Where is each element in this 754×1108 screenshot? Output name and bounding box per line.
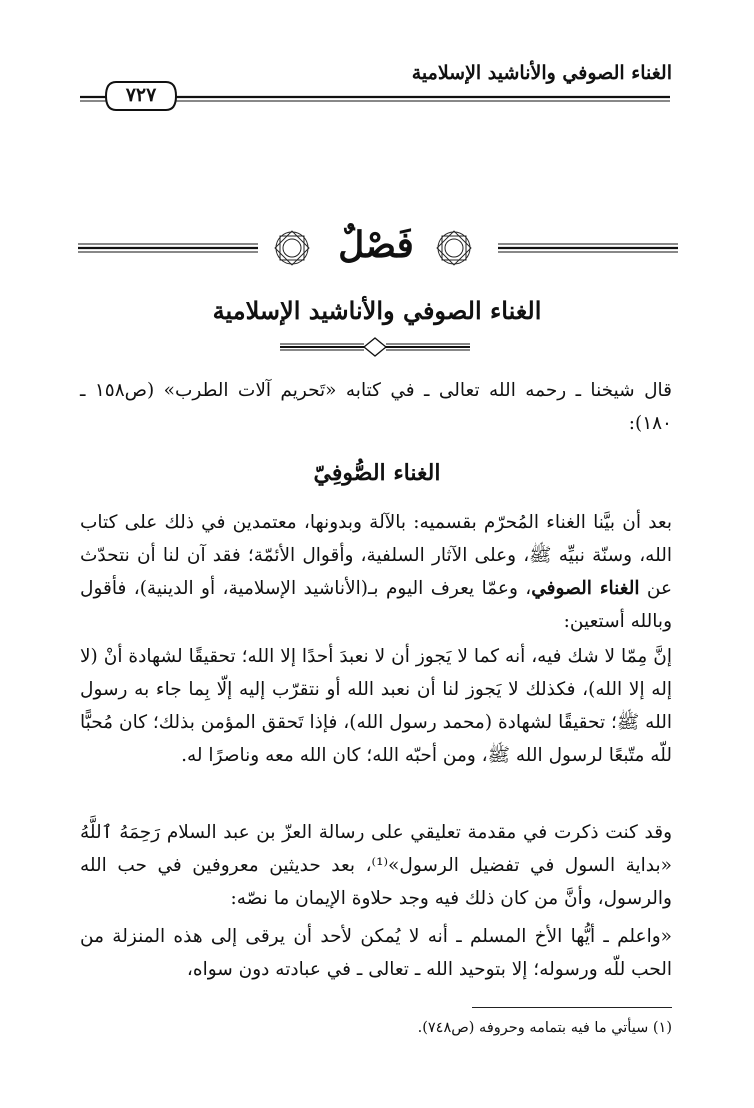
p1-text-start: بعد أن بيَّنا الغناء المُحرّم بقسميه: بالآلة وبدونها، معتمدين في ذلك على كتاب الله، وسنّة نبيِّه ﷺ، وعلى الآثار السلفية، وأقوال الأئمّة؛ فقد آن لنا أن نتحدّث عن [80,512,672,599]
page-number: ٧٢٧ [125,84,157,106]
body-paragraph-3: وقد كنت ذكرت في مقدمة تعليقي على رسالة العزّ بن عبد السلام رَحِمَهُ ٱللَّهُ «بداية السول في تفضيل الرسول»⁽¹⁾، بعد حديثين معروفين في حب الله والرسول، وأنَّ من كان ذلك فيه وجد حلاوة الإيمان ما نصّه: [80,822,672,909]
running-title: الغناء الصوفي والأناشيد الإسلامية [411,62,672,84]
body-paragraph-4: «واعلم ـ أيُّها الأخ المسلم ـ أنه لا يُمكن لأحد أن يرقى إلى هذه المنزلة من الحب للّه ورسوله؛ إلا بتوحيد الله ـ تعالى ـ في عبادته دون سواه، [80,926,672,980]
title-divider-ornament [280,336,470,358]
p1-text-end: ، وعمّا يعرف اليوم بـ(الأناشيد الإسلامية، أو الدينية)، فأقول وبالله أستعين: [80,578,672,632]
footnote: (١) سيأتي ما فيه بتمامه وحروفه (ص٧٤٨). [417,1020,672,1036]
chapter-title: الغناء الصوفي والأناشيد الإسلامية [212,296,542,325]
p1-bold-term: الغناء الصوفي [531,578,640,599]
section-label-fasl: فَصْلٌ [338,224,414,266]
body-paragraph-2: إنَّ مِمّا لا شك فيه، أنه كما لا يَجوز أن لا نعبدَ أحدًا إلا الله؛ تحقيقًا لشهادة أنْ (لا إله إلا الله)، فكذلك لا يَجوز لنا أن نعبد الله أو نتقرّب إليه إلّا بِما جاء به رسول الله ﷺ؛ تحقيقًا لشهادة (محمد رسول الله)، فإذا تَحقق المؤمن بذلك؛ كان مُحبًّا للّه متّبعًا لرسول الله ﷺ، ومن أحبّه الله؛ كان الله معه وناصرًا له. [80,646,672,766]
body-paragraph-1 [80,506,672,638]
section-heading: الغناء الصُّوفِيّ [313,460,441,486]
footnote-rule [472,1007,672,1008]
intro-paragraph: قال شيخنا ـ رحمه الله تعالى ـ في كتابه «تَحريم آلات الطرب» (ص١٥٨ ـ ١٨٠): [80,380,672,434]
